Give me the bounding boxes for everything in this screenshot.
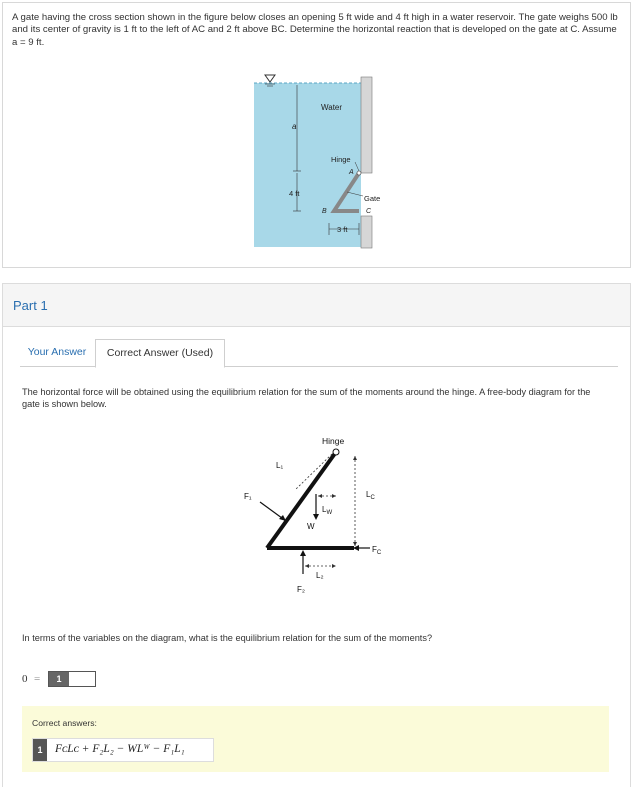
- answer-tabs: [20, 339, 618, 367]
- height-label: 4 ft: [289, 189, 300, 198]
- hinge-pin-icon: [333, 449, 339, 455]
- dim-a-label: a: [292, 122, 297, 131]
- problem-panel: [2, 2, 631, 268]
- correct-answer-number: 1: [33, 739, 47, 761]
- equation-equals: =: [34, 673, 41, 685]
- width-label: 3 ft: [337, 225, 348, 234]
- part-title: Part 1: [13, 298, 48, 313]
- fbd-l1-label: L₁: [276, 461, 284, 470]
- point-b-label: B: [322, 208, 327, 215]
- tab-your-answer[interactable]: Your Answer: [27, 346, 87, 358]
- part-header: [2, 283, 631, 326]
- fc-arrow-icon: [353, 545, 359, 551]
- hinge-label: Hinge: [331, 155, 351, 164]
- fbd-w-label: W: [307, 522, 315, 531]
- free-body-diagram: [240, 432, 400, 602]
- solution-explanation: The horizontal force will be obtained using the equilibrium relation for the sum of the moments around the hinge. A free-body diagram for the gate is shown below.: [22, 387, 591, 409]
- weight-arrow-icon: [313, 514, 319, 520]
- correct-answers-panel: [22, 706, 609, 772]
- f2-arrow-icon: [300, 550, 306, 556]
- point-c-label: C: [366, 208, 372, 215]
- equation-lhs: 0: [22, 673, 28, 685]
- correct-answer-expression: FᴄLᴄ + F₂L₂ − WLᵂ − F₁L₁: [55, 743, 185, 755]
- fbd-fc-label: $F_C$: [372, 545, 382, 556]
- fbd-f2-label: F₂: [297, 585, 305, 594]
- correct-answers-label: Correct answers:: [32, 718, 97, 728]
- lower-wall: [361, 216, 372, 248]
- hinge-point: [357, 171, 361, 175]
- reservoir-gate-figure: [251, 71, 381, 251]
- fbd-lw-label: $L_W$: [322, 505, 333, 516]
- gate-label: Gate: [364, 194, 381, 203]
- water-surface-icon: [265, 75, 275, 82]
- point-a-label: A: [349, 169, 354, 176]
- fbd-f1-label: F₁: [244, 492, 252, 501]
- answer-input-box[interactable]: [48, 671, 96, 687]
- tab-correct-answer[interactable]: Correct Answer (Used): [95, 339, 225, 368]
- correct-answer-item: [32, 738, 214, 762]
- answer-box-number: 1: [49, 672, 69, 686]
- upper-wall: [361, 77, 372, 173]
- water-label: Water: [321, 103, 343, 112]
- fbd-lc-label: $L_C$: [366, 490, 375, 501]
- problem-statement: A gate having the cross section shown in the figure below closes an opening 5 ft wide and 4 ft high in a water reservoir. The gate weighs 500 lb and its center of gravity is 1 ft to the left of AC and 2 ft above BC. Determine the horizontal reaction that is developed on the gate at C. Assume a = 9 ft.: [12, 12, 618, 48]
- fbd-l2-label: L₂: [316, 571, 324, 580]
- water-region: [254, 83, 361, 247]
- f1-arrow-icon: [279, 515, 286, 521]
- fbd-hinge-label: Hinge: [322, 436, 345, 446]
- question-text: In terms of the variables on the diagram, what is the equilibrium relation for the sum of the moments?: [22, 633, 433, 643]
